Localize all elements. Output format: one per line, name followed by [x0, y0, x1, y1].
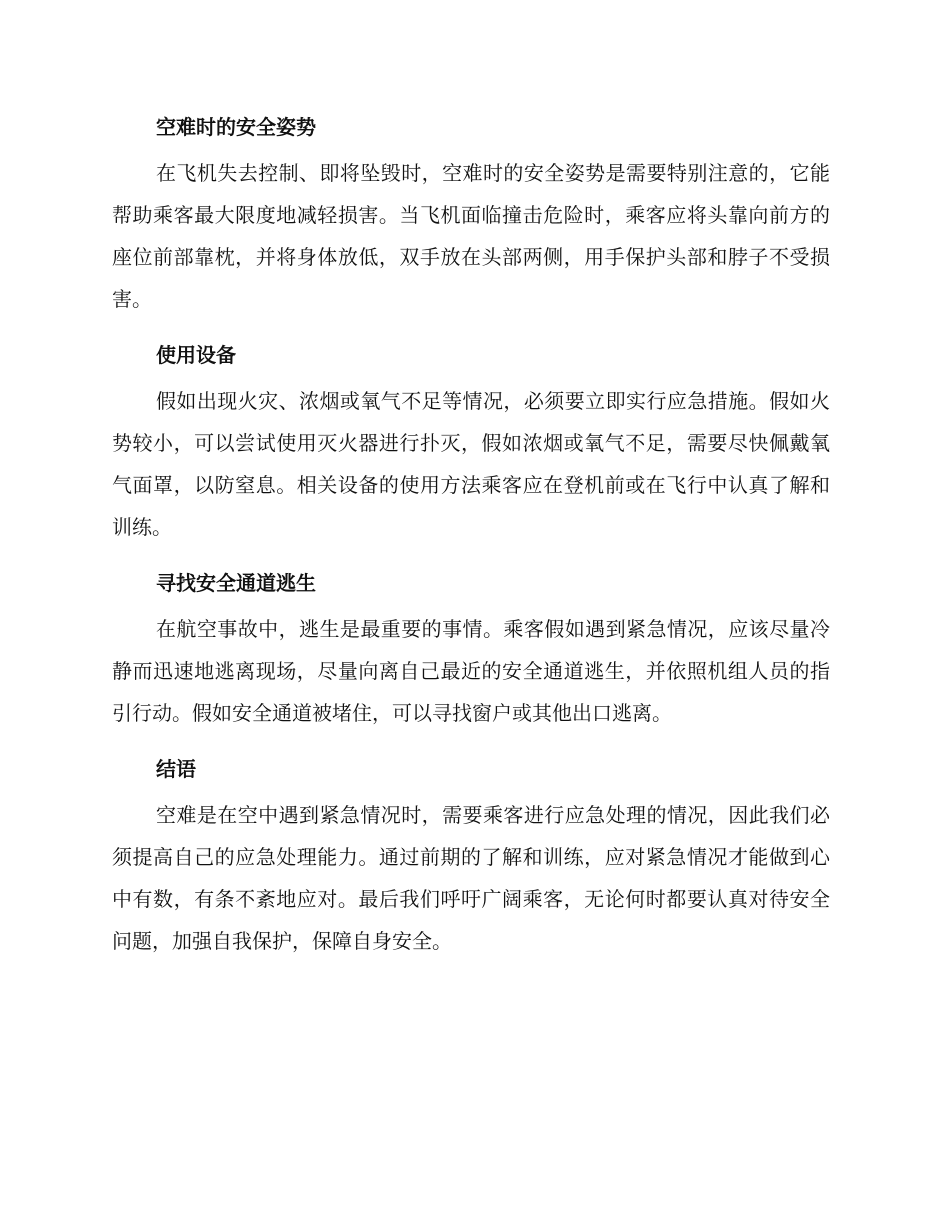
section-heading: 空难时的安全姿势	[156, 115, 316, 139]
section-safety-posture	[112, 110, 830, 320]
section-heading: 寻找安全通道逃生	[156, 571, 316, 595]
section-paragraph: 空难是在空中遇到紧急情况时，需要乘客进行应急处理的情况，因此我们必须提高自己的应急处理能力。通过前期的了解和训练，应对紧急情况才能做到心中有数，有条不紊地应对。最后我们呼吁广阔乘客，无论何时都要认真对待安全问题，加强自我保护，保障自身安全。	[112, 803, 830, 953]
section-paragraph: 在航空事故中，逃生是最重要的事情。乘客假如遇到紧急情况，应该尽量冷静而迅速地逃离现场，尽量向离自己最近的安全通道逃生，并依照机组人员的指引行动。假如安全通道被堵住，可以寻找窗户或其他出口逃离。	[112, 617, 830, 725]
section-heading: 使用设备	[156, 343, 236, 367]
section-use-equipment	[112, 338, 830, 548]
section-paragraph: 在飞机失去控制、即将坠毁时，空难时的安全姿势是需要特别注意的，它能帮助乘客最大限度地减轻损害。当飞机面临撞击危险时，乘客应将头靠向前方的座位前部靠枕，并将身体放低，双手放在头部两侧，用手保护头部和脖子不受损害。	[112, 161, 830, 311]
section-find-exit	[112, 566, 830, 734]
section-paragraph: 假如出现火灾、浓烟或氧气不足等情况，必须要立即实行应急措施。假如火势较小，可以尝试使用灭火器进行扑灭，假如浓烟或氧气不足，需要尽快佩戴氧气面罩，以防窒息。相关设备的使用方法乘客应在登机前或在飞行中认真了解和训练。	[112, 389, 830, 539]
section-heading: 结语	[156, 757, 196, 781]
section-conclusion	[112, 752, 830, 962]
document-page	[112, 110, 830, 980]
